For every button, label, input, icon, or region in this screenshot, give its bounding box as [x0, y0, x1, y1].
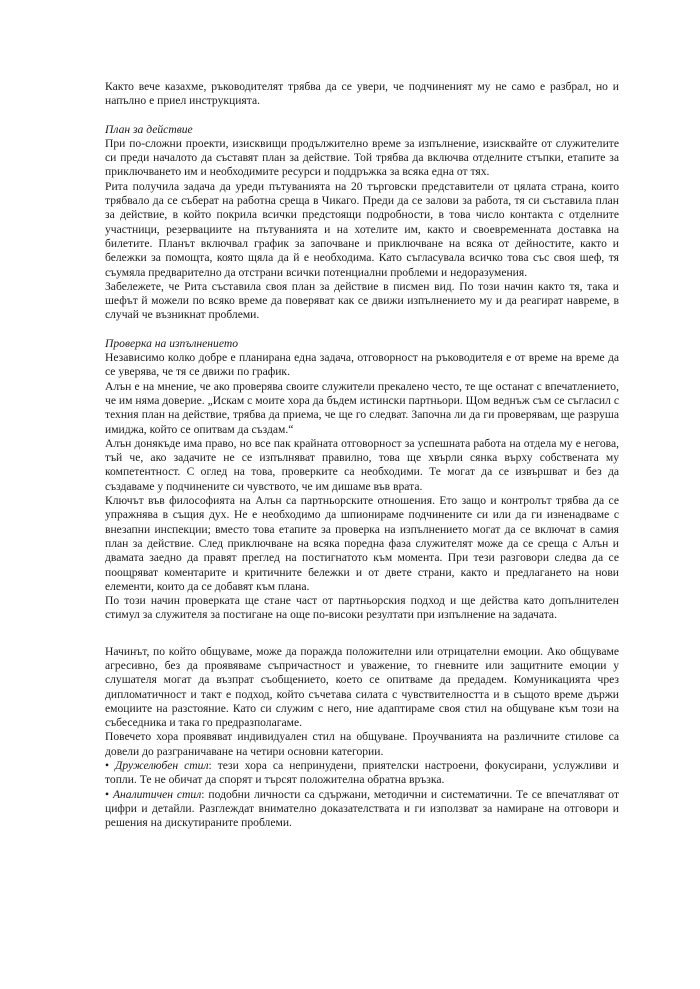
bullet-term: Аналитичен стил: [112, 787, 202, 801]
paragraph: Рита получила задача да уреди пътуванията на 20 търговски представители от цялата страна, които трябвало да се съберат на работна среща в Чикаго. Преди да се залови за работа, тя си съставила план за действие, в който покрила всички предстоящи подробности, в това число контакта с отделните участници, резервациите на пътуванията и на хотелите им, както и своевременната доставка на билетите. Планът включвал график за започване и приключване на всяка от дейностите, както и бележки за помощта, която щяла да й е необходима. Като съгласувала всичко това със своя шеф, тя съумяла предварително да отстрани всички потенциални проблеми и недоразумения.: [105, 179, 619, 279]
paragraph: Начинът, по който общуваме, може да поражда положителни или отрицателни емоции. Ако общуваме агресивно, без да проявяваме съпричастност и уважение, то гневните или защитните емоции у слушателя могат да възпрат съобщението, което се опитваме да предадем. Комуникацията чрез дипломатичност и такт е подход, който съчетава силата с чувствителността и в същото време държи емоциите на разстояние. Като си служим с него, ние адаптираме своя стил на общуване към този на събеседника и така го предразполагаме.: [105, 644, 619, 730]
section-heading-action-plan: План за действие: [105, 122, 193, 136]
intro-paragraph: Както вече казахме, ръководителят трябва да се увери, че подчиненият му не само е разбрал, но и напълно е приел инструкцията.: [105, 80, 619, 108]
paragraph: По този начин проверката ще стане част от партньорския подход и ще действа като допълнителен стимул за служителя за постигане на още по-високи резултати при изпълнение на задачата.: [105, 594, 619, 622]
bullet-mark: •: [105, 787, 110, 801]
paragraph: Повечето хора проявяват индивидуален стил на общуване. Проучванията на различните стилове са довели до разграничаване на четири основни категории.: [105, 730, 619, 758]
section-heading-verification: Проверка на изпълнението: [105, 336, 239, 350]
paragraph: Ключът във философията на Алън са партньорските отношения. Ето защо и контролът трябва да се упражнява в същия дух. Не е необходимо да шпионираме подчинените си или да ги изненадваме с внезапни инспекции; вместо това етапите за проверка на изпълнението могат да се включат в самия план за действие. След приключване на всяка поредна фаза служителят може да се среща с Алън и двамата заедно да правят преглед на постигнатото към момента. При тези разговори следва да се поощряват коментарите и критичните бележки и от двете страни, както и предлагането на нови елементи, които да се добавят към плана.: [105, 494, 619, 593]
paragraph: Забележете, че Рита съставила своя план за действие в писмен вид. По този начин както тя, така и шефът й можели по всяко време да поверяват как се движи изпълнението му и да реагират навреме, в случай че възникнат проблеми.: [105, 279, 619, 322]
bullet-mark: •: [105, 759, 110, 773]
paragraph: При по-сложни проекти, изисквищи продължително време за изпълнение, изисквайте от служителите си преди началото да съставят план за действие. Той трябва да включва отделните стъпки, етапите за приключването им и необходимите ресурси и поддръжка за всяка една от тях.: [105, 136, 619, 179]
document-page: [105, 80, 619, 831]
paragraph: Независимо колко добре е планирана една задача, отговорност на ръководителя е от време на време да се уверява, че тя се движи по график.: [105, 351, 619, 379]
bullet-item: [105, 788, 619, 831]
bullet-term: Дружелюбен стил: [115, 759, 209, 773]
paragraph: Алън е на мнение, че ако проверява своите служители прекалено често, те ще останат с впечатлението, че им няма доверие. „Искам с моите хора да бъдем истински партньори. Щом веднъж съм се съгласил с техния план на действие, трябва да приема, че ще го следват. Започна ли да ги проверявам, ще разруша имиджа, който се опитвам да създам.“: [105, 379, 619, 436]
bullet-text: : подобни личности са сдържани, методични и систематични. Те се впечатляват от цифри и детайли. Разглеждат внимателно доказателствата и ги използват за намиране на отговори и решения на дискутираните проблеми.: [105, 787, 620, 830]
bullet-item: [105, 759, 619, 788]
paragraph: Алън донякъде има право, но все пак крайната отговорност за успешната работа на отдела му е негова, тъй че, ако задачите не се изпълняват правилно, това ще хвърли сянка върху собствената му компетентност. С оглед на това, проверките са необходими. Те могат да се извършват и без да създаваме у подчинените си чувството, че им дишаме във врата.: [105, 436, 619, 493]
bullet-text: : тези хора са непринудени, приятелски настроени, фокусирани, услужливи и топли. Те не обичат да спорят и търсят положителна обратна връзка.: [105, 759, 619, 787]
